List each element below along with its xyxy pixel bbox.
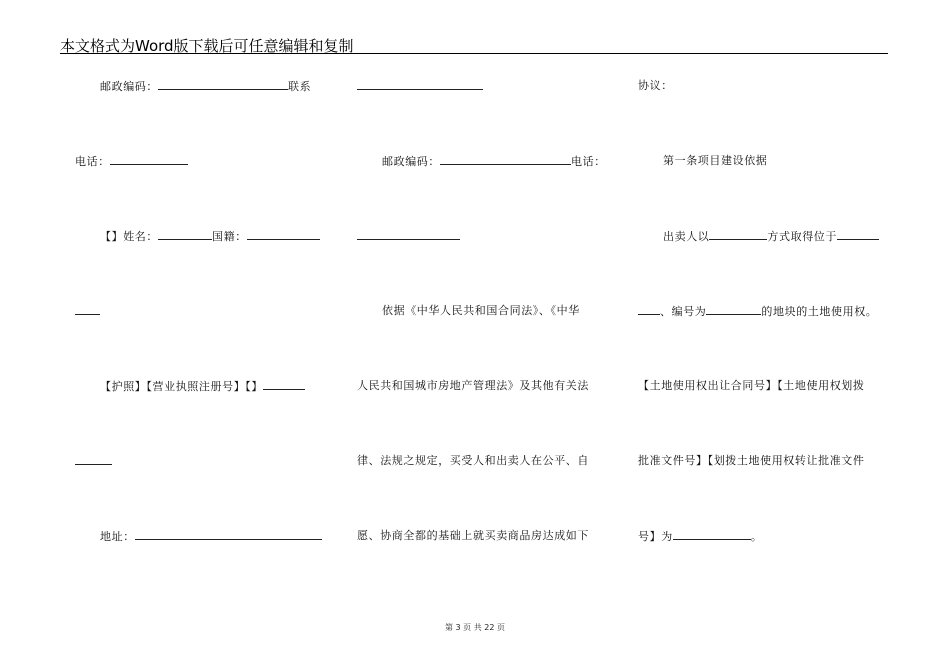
id-number-blank[interactable] [263,379,305,390]
nationality-label: 国籍： [212,230,247,243]
name-nationality-line [100,229,320,244]
paragraph-line: 依据《中华人民共和国合同法》、《中华 [382,304,580,317]
location-blank[interactable] [837,229,879,240]
id-types-text: 【护照】【营业执照注册号】【】 [100,380,263,393]
id-continuation-line [75,454,112,469]
cert-number-line [638,529,762,544]
paragraph-line: 愿、协商全都的基础上就买卖商品房达成如下 [357,529,589,542]
continuation-blank[interactable] [75,304,100,315]
number-prefix: 、编号为 [660,305,707,318]
postal-code-blank[interactable] [440,154,571,165]
agreement-label: 协议： [638,79,673,92]
cert-number-prefix: 号】为 [638,530,673,543]
address-label: 地址： [100,530,135,543]
name-label: 姓名： [123,230,159,243]
contact-label: 联系 [288,80,312,93]
nationality-blank[interactable] [247,229,320,240]
address-line [100,529,322,544]
postal-code-line [100,79,311,94]
paragraph-line: 律、法规之规定，买受人和出卖人在公平、自 [357,454,589,467]
method-blank[interactable] [709,229,767,240]
seller-prefix: 出卖人以 [663,230,710,243]
page-header-title: 本文格式为Word版下载后可任意编辑和复制 [60,37,354,55]
cert-line: 【土地使用权出让合同号】【土地使用权划拨 [638,379,865,392]
cert-number-blank[interactable] [673,529,751,540]
period: 。 [750,530,763,543]
land-number-line [638,304,877,319]
id-type-line [100,379,305,394]
phone-continuation-line [357,229,460,244]
address-blank[interactable] [135,529,322,540]
page-number-footer: 第 3 页 共 22 页 [445,623,505,632]
postal-code-label: 邮政编码： [382,155,440,168]
bracket-option: 【】 [100,230,124,243]
column-left [75,0,325,672]
paragraph-line: 人民共和国城市房地产管理法》及其他有关法 [357,379,589,392]
continuation-blank-line [75,304,100,319]
seller-method-line [663,229,879,244]
land-number-blank[interactable] [706,304,761,315]
phone-label: 电话： [75,155,110,168]
cert-line: 批准文件号】【划拨土地使用权转让批准文件 [638,454,865,467]
location-continuation-blank[interactable] [638,304,660,315]
land-suffix: 的地块的土地使用权。 [761,305,878,318]
phone-blank[interactable] [110,154,188,165]
column-right [638,0,888,672]
phone-label: 电话： [571,155,606,168]
method-text: 方式取得位于 [767,230,838,243]
id-continuation-blank[interactable] [75,454,112,465]
contact-blank[interactable] [357,79,483,90]
article-title: 第一条项目建设依据 [663,154,768,167]
column-middle [357,0,606,672]
phone-blank[interactable] [357,229,460,240]
postal-phone-line [382,154,606,169]
name-blank[interactable] [158,229,212,240]
phone-line [75,154,188,169]
postal-code-label: 邮政编码： [100,80,158,93]
postal-code-blank[interactable] [158,79,288,90]
contact-continuation-line [357,79,483,94]
